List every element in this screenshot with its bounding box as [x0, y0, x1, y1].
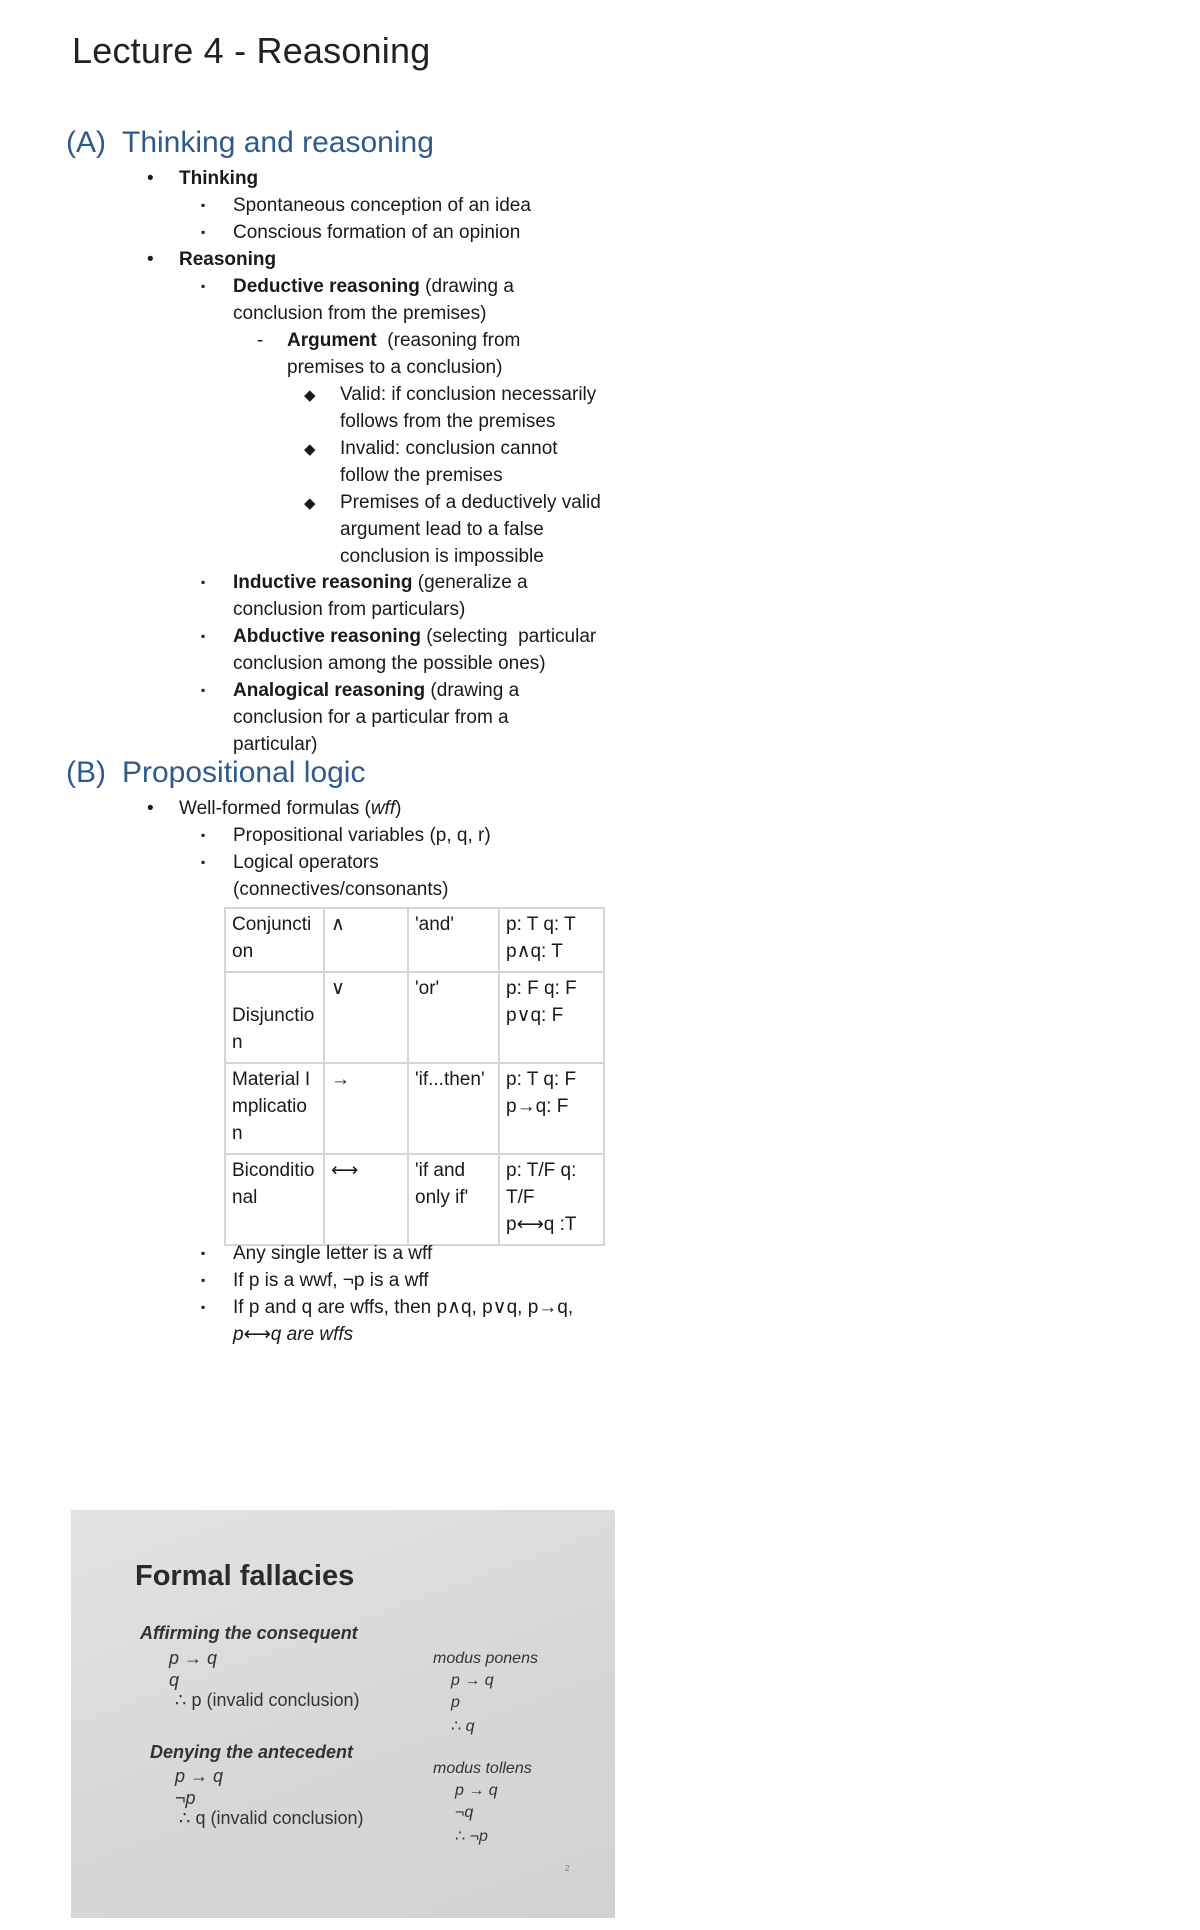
photo-line: p: [451, 1694, 460, 1711]
table-row: [225, 1154, 604, 1245]
section-a-title: Thinking and reasoning: [122, 126, 434, 159]
section-a-letter: (A): [66, 126, 106, 159]
square-bullet-icon: ▪: [201, 225, 206, 239]
list-item-cont: conclusion for a particular from a: [233, 707, 509, 728]
square-bullet-icon: ▪: [201, 683, 206, 697]
table-cell-example: p: T/F q: T/F p⟷q :T: [499, 1154, 604, 1245]
formal-fallacies-photo: [71, 1510, 615, 1918]
list-item-cont: p⟷q are wffs: [233, 1324, 354, 1345]
square-bullet-icon: ▪: [201, 198, 206, 212]
round-bullet-icon: •: [147, 168, 154, 189]
list-item: Invalid: conclusion cannot: [340, 438, 558, 459]
section-b-title: Propositional logic: [122, 756, 366, 789]
list-item: Spontaneous conception of an idea: [233, 195, 531, 216]
logical-operators-table: [224, 907, 605, 1246]
photo-line: ¬p: [175, 1788, 196, 1808]
round-bullet-icon: •: [147, 249, 154, 270]
table-cell-symbol: ⟷: [324, 1154, 408, 1245]
table-cell-name: Material Implication: [225, 1063, 324, 1154]
list-item: Inductive reasoning (generalize a: [233, 572, 528, 593]
table-cell-symbol: →: [324, 1063, 408, 1154]
list-item-cont: conclusion is impossible: [340, 546, 544, 567]
modus-tollens-label: modus tollens: [433, 1760, 532, 1777]
table-cell-symbol: ∨: [324, 972, 408, 1063]
list-item: If p is a wwf, ¬p is a wff: [233, 1270, 429, 1291]
square-bullet-icon: ▪: [201, 279, 206, 293]
square-bullet-icon: ▪: [201, 575, 206, 589]
list-item: Premises of a deductively valid: [340, 492, 601, 513]
square-bullet-icon: ▪: [201, 629, 206, 643]
table-row: [225, 908, 604, 972]
square-bullet-icon: ▪: [201, 1300, 206, 1314]
table-row: [225, 1063, 604, 1154]
section-b-letter: (B): [66, 756, 106, 789]
list-item-cont: argument lead to a false: [340, 519, 544, 540]
table-cell-word: 'if and only if': [408, 1154, 499, 1245]
dash-bullet-icon: -: [257, 330, 264, 351]
photo-line: ∴ q: [451, 1718, 475, 1735]
diamond-bullet-icon: ◆: [304, 441, 316, 458]
list-item: Analogical reasoning (drawing a: [233, 680, 520, 701]
square-bullet-icon: ▪: [201, 828, 206, 842]
affirming-consequent-label: Affirming the consequent: [140, 1623, 358, 1643]
list-item: Abductive reasoning (selecting particular: [233, 626, 597, 647]
round-bullet-icon: •: [147, 798, 154, 819]
section-b-heading: [66, 756, 365, 790]
table-cell-word: 'and': [408, 908, 499, 972]
page-title: Lecture 4 - Reasoning: [72, 30, 431, 71]
table-cell-example: p: T q: F p→q: F: [499, 1063, 604, 1154]
thinking-label: Thinking: [179, 168, 259, 189]
list-item-cont: follow the premises: [340, 465, 503, 486]
reasoning-label: Reasoning: [179, 249, 277, 270]
table-cell-example: p: F q: F p∨q: F: [499, 972, 604, 1063]
list-item: Deductive reasoning (drawing a: [233, 276, 514, 297]
list-item-cont: conclusion from particulars): [233, 599, 466, 620]
list-item: If p and q are wffs, then p∧q, p∨q, p→q,: [233, 1297, 574, 1318]
table-cell-word: 'or': [408, 972, 499, 1063]
table-cell-symbol: ∧: [324, 908, 408, 972]
photo-line: ∴ ¬p: [455, 1828, 488, 1845]
square-bullet-icon: ▪: [201, 1273, 206, 1287]
denying-antecedent-label: Denying the antecedent: [150, 1742, 354, 1762]
photo-title: Formal fallacies: [135, 1560, 355, 1592]
photo-line: q: [169, 1670, 180, 1690]
square-bullet-icon: ▪: [201, 855, 206, 869]
list-item-cont: (connectives/consonants): [233, 879, 449, 900]
list-item: Valid: if conclusion necessarily: [340, 384, 597, 405]
table-row: [225, 972, 604, 1063]
table-cell-name: Disjunction: [225, 972, 324, 1063]
page-number: 2: [565, 1864, 570, 1873]
photo-line: ∴ q (invalid conclusion): [179, 1808, 364, 1828]
square-bullet-icon: ▪: [201, 1246, 206, 1260]
photo-line: p → q: [169, 1648, 218, 1668]
list-item: Logical operators: [233, 852, 379, 873]
photo-line: p → q: [175, 1766, 224, 1786]
list-item: Argument (reasoning from: [287, 330, 521, 351]
list-item-cont: premises to a conclusion): [287, 357, 503, 378]
diamond-bullet-icon: ◆: [304, 495, 316, 512]
photo-line: ∴ p (invalid conclusion): [175, 1690, 360, 1710]
photo-line: ¬q: [455, 1804, 474, 1821]
section-a-heading: [66, 126, 434, 160]
table-cell-name: Conjunction: [225, 908, 324, 972]
photo-line: p → q: [451, 1672, 494, 1689]
list-item: Conscious formation of an opinion: [233, 222, 521, 243]
table-cell-example: p: T q: T p∧q: T: [499, 908, 604, 972]
diamond-bullet-icon: ◆: [304, 387, 316, 404]
modus-ponens-label: modus ponens: [433, 1650, 538, 1667]
photo-line: p → q: [455, 1782, 498, 1799]
list-item: Any single letter is a wff: [233, 1243, 433, 1264]
table-cell-name: Biconditional: [225, 1154, 324, 1245]
list-item-cont: particular): [233, 734, 318, 755]
list-item: Well-formed formulas (wff): [179, 798, 402, 819]
list-item: Propositional variables (p, q, r): [233, 825, 491, 846]
list-item-cont: follows from the premises: [340, 411, 556, 432]
table-cell-word: 'if...then': [408, 1063, 499, 1154]
list-item-cont: conclusion from the premises): [233, 303, 487, 324]
list-item-cont: conclusion among the possible ones): [233, 653, 546, 674]
